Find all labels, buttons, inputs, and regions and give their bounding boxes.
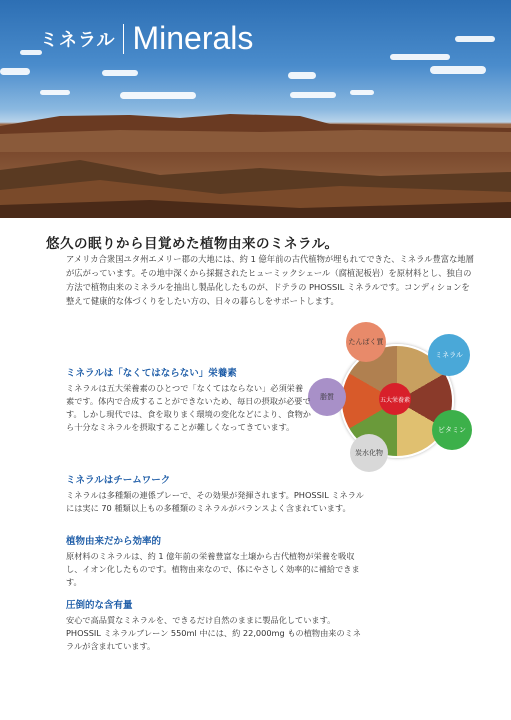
diagram-center-badge: 五大栄養素: [379, 383, 411, 415]
section-title: ミネラルはチームワーク: [66, 475, 171, 486]
section-body: 安心で高品質なミネラルを、できるだけ自然のままに製品化しています。PHOSSIL ミネラルブレーン 550ml 中には、約 22,000mg もの植物由来のミネラルが含まれています。: [66, 615, 362, 651]
page-headline: 悠久の眠りから目覚めた植物由来のミネラル。: [46, 236, 339, 252]
section-title: 圧倒的な含有量: [66, 600, 133, 611]
section-essential-nutrient: [66, 365, 311, 434]
section-title: 植物由来だから効率的: [66, 536, 162, 547]
cloud: [102, 70, 138, 76]
nutrient-vitamin: ビタミン: [432, 410, 472, 450]
hero-title-english: Minerals: [132, 20, 254, 56]
section-body: ミネラルは多種類の連係プレーで、その効果が発揮されます。PHOSSIL ミネラルには実に 70 種類以上もの多種類のミネラルがバランスよく含まれています。: [66, 490, 364, 513]
section-plant-origin: [66, 533, 366, 589]
section-content-amount: [66, 597, 366, 653]
cloud: [290, 92, 336, 98]
intro-paragraph: アメリカ合衆国ユタ州エメリー郡の大地には、約 1 億年前の古代植物が埋もれてできた、ミネラル豊富な地層が広がっています。その地中深くから採掘されたヒューミックシェール（腐植泥板岩）を原材料とし、独自の方法で植物由来のミネラルを抽出し製品化したものが、ドテラの PHOSSIL ミネラルです。コンディションを整えて健康的な体づくりをしたい方の、日々の暮らしをサポートします。: [66, 254, 474, 306]
hero-title: [40, 20, 253, 57]
nutrient-protein: たんぱく質: [346, 322, 386, 362]
five-nutrients-diagram: [308, 328, 478, 468]
cloud: [390, 54, 450, 60]
cloud: [455, 36, 495, 42]
nutrient-carbohydrate: 炭水化物: [350, 434, 388, 472]
foreground-rocks: [0, 150, 511, 218]
section-body: 原材料のミネラルは、約 1 億年前の栄養豊富な土壌から古代植物が栄養を吸収し、イオン化したものです。植物由来なので、体にやさしく効率的に補給できます。: [66, 551, 360, 587]
cloud: [20, 50, 42, 55]
nutrient-mineral: ミネラル: [428, 334, 470, 376]
cloud: [350, 90, 374, 95]
cloud: [288, 72, 316, 79]
section-body: ミネラルは五大栄養素のひとつで「なくてはならない」必須栄養素です。体内で合成することができないため、毎日の摂取が必要です。しかし現代では、食を取りまく環境の変化などにより、食物から十分なミネラルを摂取することが難しくなってきています。: [66, 383, 311, 432]
mesa-landscape: [0, 112, 511, 152]
hero-banner: [0, 0, 511, 218]
nutrient-fat: 脂質: [308, 378, 346, 416]
section-teamwork: [66, 472, 366, 515]
hero-title-divider: [123, 24, 124, 54]
cloud: [40, 90, 70, 95]
cloud: [0, 68, 30, 75]
cloud: [430, 66, 486, 74]
hero-title-japanese: ミネラル: [40, 29, 116, 51]
section-title: ミネラルは「なくてはならない」栄養素: [66, 368, 237, 379]
cloud: [120, 92, 196, 99]
